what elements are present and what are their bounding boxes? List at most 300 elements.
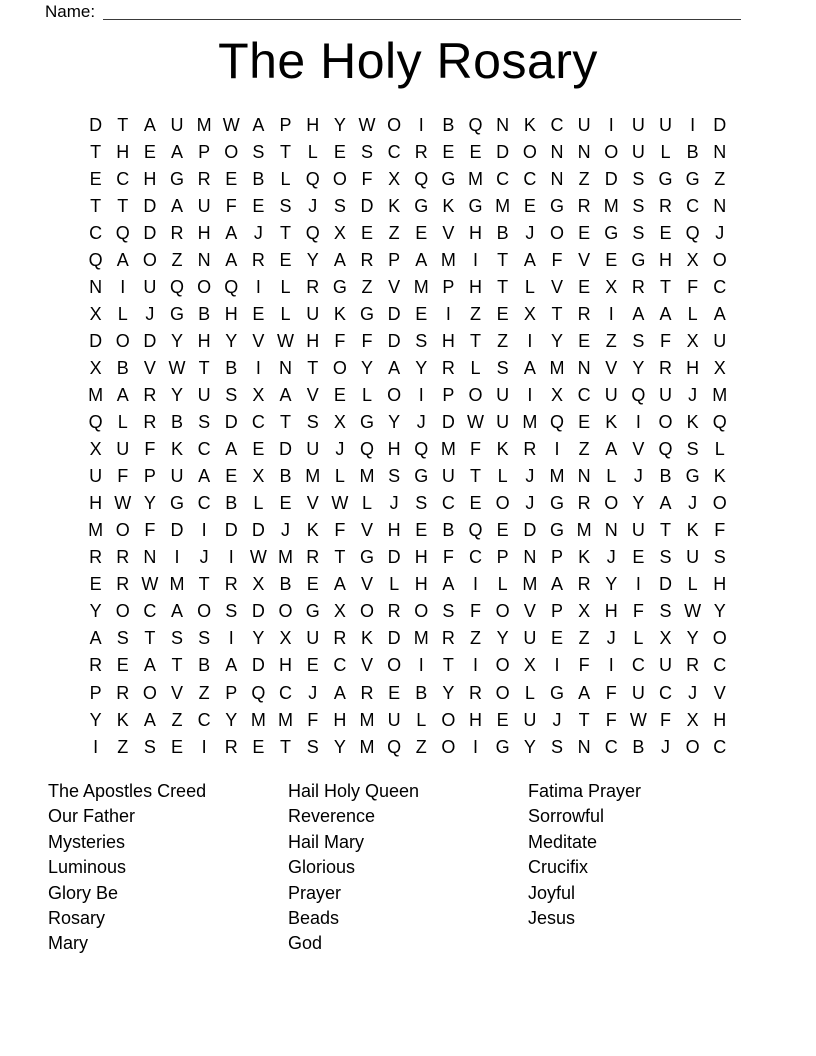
grid-letter: G: [305, 601, 320, 622]
grid-letter: H: [387, 439, 401, 460]
grid-letter: E: [496, 520, 509, 541]
grid-letter: D: [251, 655, 265, 676]
word-item: Hail Holy Queen: [288, 781, 420, 801]
grid-letter: R: [333, 628, 347, 649]
grid-letter: C: [469, 547, 483, 568]
grid-letter: P: [225, 682, 238, 703]
grid-letter: H: [197, 222, 211, 243]
grid-letter: H: [306, 114, 320, 135]
grid-letter: K: [360, 628, 373, 649]
grid-letter: R: [387, 601, 401, 622]
grid-letter: J: [281, 520, 291, 541]
grid-letter: E: [170, 736, 183, 757]
grid-letter: J: [199, 547, 209, 568]
grid-letter: A: [578, 682, 591, 703]
grid-letter: D: [604, 168, 618, 189]
grid-letter: W: [467, 412, 485, 433]
grid-letter: X: [89, 439, 102, 460]
grid-letter: C: [197, 493, 211, 514]
grid-letter: F: [605, 709, 617, 730]
grid-letter: J: [552, 709, 562, 730]
grid-letter: H: [333, 709, 347, 730]
grid-letter: A: [279, 384, 292, 405]
grid-letter: W: [331, 493, 349, 514]
grid-letter: L: [117, 412, 128, 433]
grid-letter: N: [577, 466, 591, 487]
grid-letter: H: [469, 276, 483, 297]
grid-letter: R: [441, 357, 455, 378]
grid-letter: W: [114, 493, 132, 514]
grid-letter: G: [495, 736, 510, 757]
grid-letter: F: [307, 709, 319, 730]
grid-letter: B: [198, 303, 211, 324]
grid-letter: M: [196, 114, 212, 135]
grid-letter: C: [577, 384, 591, 405]
grid-letter: S: [306, 412, 319, 433]
grid-letter: E: [469, 141, 482, 162]
grid-letter: W: [684, 601, 702, 622]
grid-letter: E: [550, 628, 563, 649]
grid-letter: A: [116, 249, 129, 270]
grid-letter: C: [251, 412, 265, 433]
grid-letter: V: [360, 574, 373, 595]
grid-letter: K: [306, 520, 319, 541]
grid-letter: S: [632, 195, 645, 216]
name-label: Name:: [45, 2, 96, 21]
grid-letter: R: [577, 195, 591, 216]
grid-letter: N: [713, 141, 727, 162]
grid-letter: H: [441, 330, 455, 351]
grid-letter: Q: [115, 222, 130, 243]
grid-letter: M: [88, 384, 104, 405]
grid-letter: Y: [605, 574, 618, 595]
grid-letter: K: [442, 195, 455, 216]
grid-letter: E: [415, 520, 428, 541]
grid-letter: D: [251, 601, 265, 622]
grid-letter: S: [632, 330, 645, 351]
letter-grid: [82, 111, 733, 760]
grid-letter: S: [225, 384, 238, 405]
grid-letter: R: [170, 222, 184, 243]
grid-letter: R: [523, 439, 537, 460]
grid-letter: L: [307, 141, 318, 162]
grid-letter: Q: [251, 682, 266, 703]
grid-letter: O: [332, 168, 347, 189]
word-item: Jesus: [528, 908, 576, 929]
word-item: Glorious: [288, 857, 356, 878]
grid-letter: H: [143, 168, 157, 189]
grid-letter: O: [414, 601, 429, 622]
grid-letter: E: [252, 439, 265, 460]
grid-letter: O: [712, 493, 727, 514]
grid-letter: R: [306, 547, 320, 568]
grid-letter: M: [359, 466, 375, 487]
grid-letter: D: [89, 330, 103, 351]
grid-letter: K: [496, 439, 509, 460]
grid-letter: Y: [713, 601, 726, 622]
grid-letter: B: [632, 736, 645, 757]
grid-letter: V: [143, 357, 156, 378]
grid-letter: O: [495, 655, 510, 676]
grid-letter: E: [306, 655, 319, 676]
grid-letter: C: [89, 222, 103, 243]
grid-letter: J: [633, 466, 643, 487]
grid-letter: U: [170, 114, 184, 135]
grid-letter: S: [198, 628, 211, 649]
grid-letter: E: [415, 222, 428, 243]
grid-letter: M: [359, 736, 375, 757]
grid-letter: O: [115, 601, 130, 622]
grid-letter: T: [497, 249, 509, 270]
grid-letter: O: [142, 249, 157, 270]
grid-letter: F: [714, 520, 726, 541]
grid-letter: L: [714, 439, 725, 460]
grid-letter: X: [89, 357, 102, 378]
grid-letter: F: [361, 168, 373, 189]
grid-letter: I: [473, 574, 479, 595]
grid-letter: Y: [360, 357, 373, 378]
grid-letter: G: [549, 195, 564, 216]
grid-letter: T: [171, 655, 183, 676]
grid-letter: Q: [685, 222, 700, 243]
grid-letter: U: [631, 682, 645, 703]
grid-letter: I: [418, 655, 424, 676]
grid-letter: R: [686, 655, 700, 676]
grid-letter: N: [604, 520, 618, 541]
grid-letter: J: [525, 222, 535, 243]
grid-letter: M: [576, 520, 592, 541]
grid-letter: I: [201, 520, 207, 541]
grid-letter: W: [358, 114, 376, 135]
grid-letter: Q: [468, 114, 483, 135]
grid-letter: Z: [171, 709, 183, 730]
grid-letter: Y: [523, 736, 536, 757]
word-list-column: [288, 779, 513, 957]
grid-letter: N: [523, 547, 537, 568]
grid-letter: R: [577, 574, 591, 595]
grid-letter: X: [388, 168, 401, 189]
grid-letter: Y: [415, 357, 428, 378]
grid-letter: V: [442, 222, 455, 243]
grid-letter: B: [116, 357, 129, 378]
grid-letter: Z: [198, 682, 210, 703]
grid-letter: F: [117, 466, 129, 487]
word-item: Crucifix: [528, 857, 589, 878]
grid-letter: R: [116, 682, 130, 703]
grid-letter: D: [143, 195, 157, 216]
grid-letter: H: [414, 547, 428, 568]
grid-letter: H: [224, 303, 238, 324]
grid-letter: V: [306, 493, 319, 514]
grid-letter: A: [252, 114, 265, 135]
grid-letter: Z: [388, 222, 400, 243]
grid-letter: P: [279, 114, 292, 135]
grid-letter: H: [469, 222, 483, 243]
grid-letter: E: [252, 736, 265, 757]
grid-letter: L: [334, 466, 345, 487]
grid-letter: F: [551, 249, 563, 270]
grid-letter: I: [554, 655, 560, 676]
grid-letter: U: [441, 466, 455, 487]
grid-letter: A: [659, 493, 672, 514]
grid-letter: S: [198, 412, 211, 433]
grid-letter: E: [143, 141, 156, 162]
grid-letter: D: [170, 520, 184, 541]
grid-letter: K: [605, 412, 618, 433]
grid-letter: U: [306, 439, 320, 460]
grid-letter: B: [686, 141, 699, 162]
grid-letter: J: [688, 384, 698, 405]
grid-letter: U: [387, 709, 401, 730]
grid-letter: A: [143, 709, 156, 730]
grid-letter: R: [577, 303, 591, 324]
grid-letter: S: [360, 141, 373, 162]
grid-letter: Y: [306, 249, 319, 270]
grid-letter: X: [252, 466, 265, 487]
grid-letter: S: [713, 547, 726, 568]
grid-letter: N: [89, 276, 103, 297]
grid-letter: A: [523, 357, 536, 378]
grid-letter: V: [550, 276, 563, 297]
grid-letter: A: [143, 655, 156, 676]
grid-letter: M: [305, 466, 321, 487]
grid-letter: D: [387, 330, 401, 351]
grid-letter: T: [280, 736, 292, 757]
grid-letter: Y: [442, 682, 455, 703]
grid-letter: M: [278, 547, 294, 568]
grid-letter: X: [578, 601, 591, 622]
grid-letter: Q: [712, 412, 727, 433]
grid-letter: V: [388, 276, 401, 297]
grid-letter: I: [608, 114, 614, 135]
grid-letter: D: [89, 114, 103, 135]
grid-letter: E: [578, 222, 591, 243]
grid-letter: G: [604, 222, 619, 243]
grid-letter: U: [170, 466, 184, 487]
grid-letter: S: [279, 195, 292, 216]
grid-letter: H: [414, 574, 428, 595]
grid-letter: D: [523, 520, 537, 541]
grid-letter: F: [470, 439, 482, 460]
grid-letter: S: [415, 493, 428, 514]
grid-letter: L: [470, 357, 481, 378]
grid-letter: U: [686, 547, 700, 568]
grid-letter: E: [279, 249, 292, 270]
grid-letter: C: [333, 655, 347, 676]
grid-letter: E: [605, 249, 618, 270]
grid-letter: F: [334, 330, 346, 351]
grid-letter: Q: [224, 276, 239, 297]
grid-letter: U: [523, 709, 537, 730]
word-item: Meditate: [528, 831, 598, 852]
grid-letter: A: [225, 249, 238, 270]
grid-letter: L: [687, 574, 698, 595]
grid-letter: U: [713, 330, 727, 351]
grid-letter: A: [333, 574, 346, 595]
grid-letter: X: [279, 628, 292, 649]
grid-letter: E: [333, 141, 346, 162]
grid-letter: I: [93, 736, 99, 757]
grid-letter: E: [659, 222, 672, 243]
grid-letter: M: [522, 412, 538, 433]
grid-letter: R: [251, 249, 265, 270]
grid-letter: Y: [632, 357, 645, 378]
grid-letter: Y: [225, 709, 238, 730]
grid-letter: Z: [578, 439, 590, 460]
grid-letter: B: [225, 357, 238, 378]
grid-letter: Q: [305, 168, 320, 189]
grid-letter: P: [198, 141, 211, 162]
grid-letter: N: [577, 736, 591, 757]
word-item: God: [288, 933, 323, 954]
grid-letter: M: [413, 628, 429, 649]
grid-letter: H: [116, 141, 130, 162]
grid-letter: Y: [225, 330, 238, 351]
grid-letter: T: [497, 276, 509, 297]
grid-letter: B: [252, 168, 265, 189]
grid-letter: Y: [496, 628, 509, 649]
grid-letter: C: [686, 195, 700, 216]
grid-letter: M: [549, 357, 565, 378]
grid-letter: E: [116, 655, 129, 676]
grid-letter: Z: [171, 249, 183, 270]
grid-letter: R: [89, 547, 103, 568]
grid-letter: L: [280, 276, 291, 297]
grid-letter: I: [473, 249, 479, 270]
grid-letter: S: [686, 439, 699, 460]
grid-letter: Y: [333, 114, 346, 135]
grid-letter: R: [143, 412, 157, 433]
grid-letter: E: [360, 222, 373, 243]
grid-letter: Q: [658, 439, 673, 460]
grid-letter: Y: [89, 601, 102, 622]
grid-letter: U: [197, 384, 211, 405]
grid-letter: E: [89, 168, 102, 189]
grid-letter: Z: [117, 736, 129, 757]
grid-letter: N: [550, 168, 564, 189]
grid-letter: T: [334, 547, 346, 568]
grid-letter: L: [687, 303, 698, 324]
grid-letter: Z: [605, 330, 617, 351]
grid-letter: X: [252, 574, 265, 595]
grid-letter: R: [143, 384, 157, 405]
grid-letter: M: [413, 276, 429, 297]
word-item: Fatima Prayer: [528, 781, 642, 801]
grid-letter: Z: [361, 276, 373, 297]
grid-letter: N: [550, 141, 564, 162]
grid-letter: G: [658, 168, 673, 189]
grid-letter: S: [170, 628, 183, 649]
grid-letter: E: [279, 493, 292, 514]
grid-letter: Z: [470, 303, 482, 324]
grid-letter: E: [415, 303, 428, 324]
grid-letter: S: [225, 601, 238, 622]
grid-letter: F: [144, 439, 156, 460]
grid-letter: A: [225, 655, 238, 676]
grid-letter: J: [145, 303, 155, 324]
grid-letter: S: [116, 628, 129, 649]
grid-letter: J: [525, 466, 535, 487]
grid-letter: U: [496, 412, 510, 433]
grid-letter: D: [441, 412, 455, 433]
grid-letter: I: [418, 114, 424, 135]
grid-letter: D: [224, 412, 238, 433]
grid-letter: A: [170, 195, 183, 216]
grid-letter: Q: [631, 384, 646, 405]
grid-letter: R: [631, 276, 645, 297]
grid-letter: C: [659, 682, 673, 703]
grid-letter: V: [578, 249, 591, 270]
grid-letter: S: [333, 195, 346, 216]
grid-letter: C: [496, 168, 510, 189]
grid-letter: X: [333, 601, 346, 622]
grid-letter: Z: [714, 168, 726, 189]
grid-letter: M: [712, 384, 728, 405]
grid-letter: A: [89, 628, 102, 649]
grid-letter: Y: [388, 412, 401, 433]
grid-letter: L: [524, 276, 535, 297]
grid-letter: I: [255, 357, 261, 378]
grid-letter: O: [522, 141, 537, 162]
grid-letter: T: [280, 412, 292, 433]
grid-letter: I: [174, 547, 180, 568]
grid-letter: Q: [169, 276, 184, 297]
grid-letter: U: [197, 195, 211, 216]
grid-letter: Y: [89, 709, 102, 730]
grid-letter: Y: [170, 384, 183, 405]
grid-letter: S: [632, 168, 645, 189]
grid-letter: M: [440, 249, 456, 270]
grid-letter: J: [688, 682, 698, 703]
grid-letter: U: [143, 276, 157, 297]
grid-letter: E: [442, 141, 455, 162]
grid-letter: E: [578, 412, 591, 433]
grid-letter: I: [690, 114, 696, 135]
grid-letter: N: [496, 114, 510, 135]
name-row: [45, 1, 741, 21]
grid-letter: E: [252, 195, 265, 216]
word-item: The Apostles Creed: [48, 781, 207, 801]
grid-letter: W: [629, 709, 647, 730]
grid-letter: W: [168, 357, 186, 378]
grid-letter: M: [359, 709, 375, 730]
grid-letter: G: [359, 547, 374, 568]
grid-letter: I: [608, 655, 614, 676]
grid-letter: V: [170, 682, 183, 703]
grid-letter: X: [686, 330, 699, 351]
grid-letter: G: [685, 168, 700, 189]
grid-letter: F: [660, 709, 672, 730]
word-item: Glory Be: [48, 882, 119, 903]
grid-letter: J: [308, 195, 318, 216]
grid-letter: T: [144, 628, 156, 649]
grid-letter: E: [89, 574, 102, 595]
grid-letter: O: [115, 520, 130, 541]
grid-letter: O: [142, 682, 157, 703]
grid-letter: F: [144, 520, 156, 541]
grid-letter: B: [279, 574, 292, 595]
grid-letter: Z: [497, 330, 509, 351]
grid-letter: Y: [632, 493, 645, 514]
grid-letter: I: [418, 384, 424, 405]
grid-letter: Q: [305, 222, 320, 243]
grid-letter: J: [416, 412, 426, 433]
grid-letter: C: [631, 655, 645, 676]
grid-letter: V: [252, 330, 265, 351]
grid-letter: L: [660, 141, 671, 162]
grid-letter: K: [388, 195, 401, 216]
grid-letter: R: [360, 249, 374, 270]
